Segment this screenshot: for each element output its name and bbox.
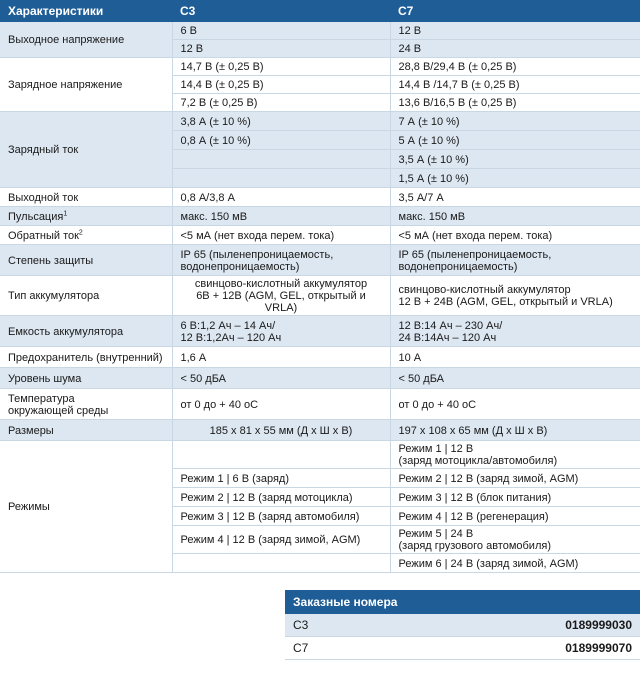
row-label: Зарядный ток (0, 112, 172, 188)
table-row (0, 58, 640, 76)
ripple-label: Пульсация (8, 210, 64, 223)
header-c3: C3 (172, 0, 390, 22)
cell-c7: < 50 дБА (390, 368, 640, 389)
cell-c7: 3,5 А (± 10 %) (390, 150, 640, 169)
cell-c7: 1,5 А (± 10 %) (390, 169, 640, 188)
cell-c3: <5 мА (нет входа перем. тока) (172, 226, 390, 245)
header-c7: C7 (390, 0, 640, 22)
footnote-2: 2 (78, 228, 83, 236)
cell-c3: 12 В (172, 40, 390, 58)
cell-c3: 1,6 А (172, 347, 390, 368)
cell-c7: 28,8 В/29,4 В (± 0,25 В) (390, 58, 640, 76)
table-row (0, 347, 640, 368)
table-row (0, 226, 640, 245)
header-characteristics: Характеристики (0, 0, 172, 22)
cell-c3: Режим 2 | 12 В (заряд мотоцикла) (172, 488, 390, 507)
cell-c7: 3,5 А/7 А (390, 188, 640, 207)
cell-c3: 6 В (172, 22, 390, 40)
table-row (285, 614, 640, 637)
cell-c7: <5 мА (нет входа перем. тока) (390, 226, 640, 245)
cell-c7: макс. 150 мВ (390, 207, 640, 226)
row-label: Емкость аккумулятора (0, 316, 172, 347)
cell-line: 24 В:14Ач – 120 Ач (398, 331, 497, 344)
table-row (0, 420, 640, 441)
table-row (0, 368, 640, 389)
order-number: 0189999030 (383, 614, 640, 637)
cell-c3: от 0 до + 40 оС (172, 389, 390, 420)
cell-c7 (390, 526, 640, 554)
row-label: Выходной ток (0, 188, 172, 207)
row-label: Предохранитель (внутренний) (0, 347, 172, 368)
table-row (0, 245, 640, 276)
row-label (0, 207, 172, 226)
cell-c7: 24 В (390, 40, 640, 58)
cell-line: (заряд мотоцикла/автомобиля) (398, 455, 558, 467)
cell-c7: от 0 до + 40 оС (390, 389, 640, 420)
cell-line: водонепроницаемость) (180, 260, 300, 273)
cell-line: свинцово-кислотный аккумулятор (398, 284, 571, 296)
row-label (0, 389, 172, 420)
cell-line: Режим 1 | 12 В (398, 443, 474, 455)
row-label: Выходное напряжение (0, 22, 172, 58)
footnote-1: 1 (63, 209, 68, 217)
table-row (0, 188, 640, 207)
cell-line: водонепроницаемость) (398, 260, 518, 273)
row-label: Размеры (0, 420, 172, 441)
cell-c7 (390, 245, 640, 276)
row-label (0, 226, 172, 245)
cell-c3: 3,8 А (± 10 %) (172, 112, 390, 131)
row-label: Режимы (0, 441, 172, 573)
cell-c3: макс. 150 мВ (172, 207, 390, 226)
cell-c3 (172, 169, 390, 188)
cell-line: 12 В + 24В (AGM, GEL, открытый и VRLA) (398, 296, 613, 308)
table-row (0, 316, 640, 347)
cell-c7: Режим 4 | 12 В (регенерация) (390, 507, 640, 526)
row-label: Зарядное напряжение (0, 58, 172, 112)
cell-c3: 185 х 81 х 55 мм (Д х Ш х В) (172, 420, 390, 441)
cell-c7: 197 х 108 х 65 мм (Д х Ш х В) (390, 420, 640, 441)
order-model: C3 (285, 614, 383, 637)
order-numbers-table (285, 590, 640, 660)
cell-c3: 0,8 А (± 10 %) (172, 131, 390, 150)
spec-header-row (0, 0, 640, 22)
cell-c3 (172, 441, 390, 469)
cell-c7: 5 А (± 10 %) (390, 131, 640, 150)
cell-c7 (390, 316, 640, 347)
cell-line: Режим 5 | 24 В (398, 528, 474, 540)
order-header-row (285, 590, 640, 614)
row-label: Тип аккумулятора (0, 276, 172, 316)
cell-c7: 14,4 В /14,7 В (± 0,25 В) (390, 76, 640, 94)
cell-line: свинцово-кислотный аккумулятор (194, 278, 368, 290)
cell-c7: 13,6 В/16,5 В (± 0,25 В) (390, 94, 640, 112)
order-number: 0189999070 (383, 637, 640, 660)
order-model: C7 (285, 637, 383, 660)
cell-line: (заряд грузового автомобиля) (398, 540, 551, 552)
cell-c3: 14,4 В (± 0,25 В) (172, 76, 390, 94)
cell-c3 (172, 316, 390, 347)
cell-c3: Режим 3 | 12 В (заряд автомобиля) (172, 507, 390, 526)
table-row (0, 22, 640, 40)
cell-line: 6 В:1,2 Ач – 14 Ач/ (180, 319, 276, 332)
cell-c7: Режим 3 | 12 В (блок питания) (390, 488, 640, 507)
cell-line: окружающей среды (8, 404, 109, 417)
table-row (0, 276, 640, 316)
cell-c3: Режим 4 | 12 В (заряд зимой, AGM) (172, 526, 390, 554)
cell-line: Температура (8, 392, 75, 405)
cell-c3 (172, 245, 390, 276)
reverse-label: Обратный ток (8, 229, 79, 242)
cell-c7 (390, 441, 640, 469)
cell-c7: 7 А (± 10 %) (390, 112, 640, 131)
cell-c3: 14,7 В (± 0,25 В) (172, 58, 390, 76)
row-label: Уровень шума (0, 368, 172, 389)
table-row (0, 441, 640, 469)
cell-c7: Режим 2 | 12 В (заряд зимой, AGM) (390, 469, 640, 488)
cell-c3: < 50 дБА (172, 368, 390, 389)
cell-c3: 0,8 А/3,8 А (172, 188, 390, 207)
cell-line: 12 В:1,2Ач – 120 Ач (180, 331, 282, 344)
cell-c7: Режим 6 | 24 В (заряд зимой, AGM) (390, 554, 640, 573)
table-row (0, 207, 640, 226)
cell-line: IP 65 (пыленепроницаемость, (180, 248, 334, 261)
cell-c7 (390, 276, 640, 316)
row-label: Степень защиты (0, 245, 172, 276)
cell-c7: 10 А (390, 347, 640, 368)
cell-line: 6В + 12В (AGM, GEL, открытый и VRLA) (196, 290, 366, 314)
cell-c3 (172, 554, 390, 573)
table-row (285, 637, 640, 660)
cell-line: IP 65 (пыленепроницаемость, (398, 248, 552, 261)
order-title: Заказные номера (285, 590, 640, 614)
cell-c3 (172, 150, 390, 169)
cell-c3: Режим 1 | 6 В (заряд) (172, 469, 390, 488)
table-row (0, 112, 640, 131)
cell-c7: 12 В (390, 22, 640, 40)
cell-line: 12 В:14 Ач – 230 Ач/ (398, 319, 503, 332)
table-row (0, 389, 640, 420)
cell-c3: 7,2 В (± 0,25 В) (172, 94, 390, 112)
cell-c3 (172, 276, 390, 316)
